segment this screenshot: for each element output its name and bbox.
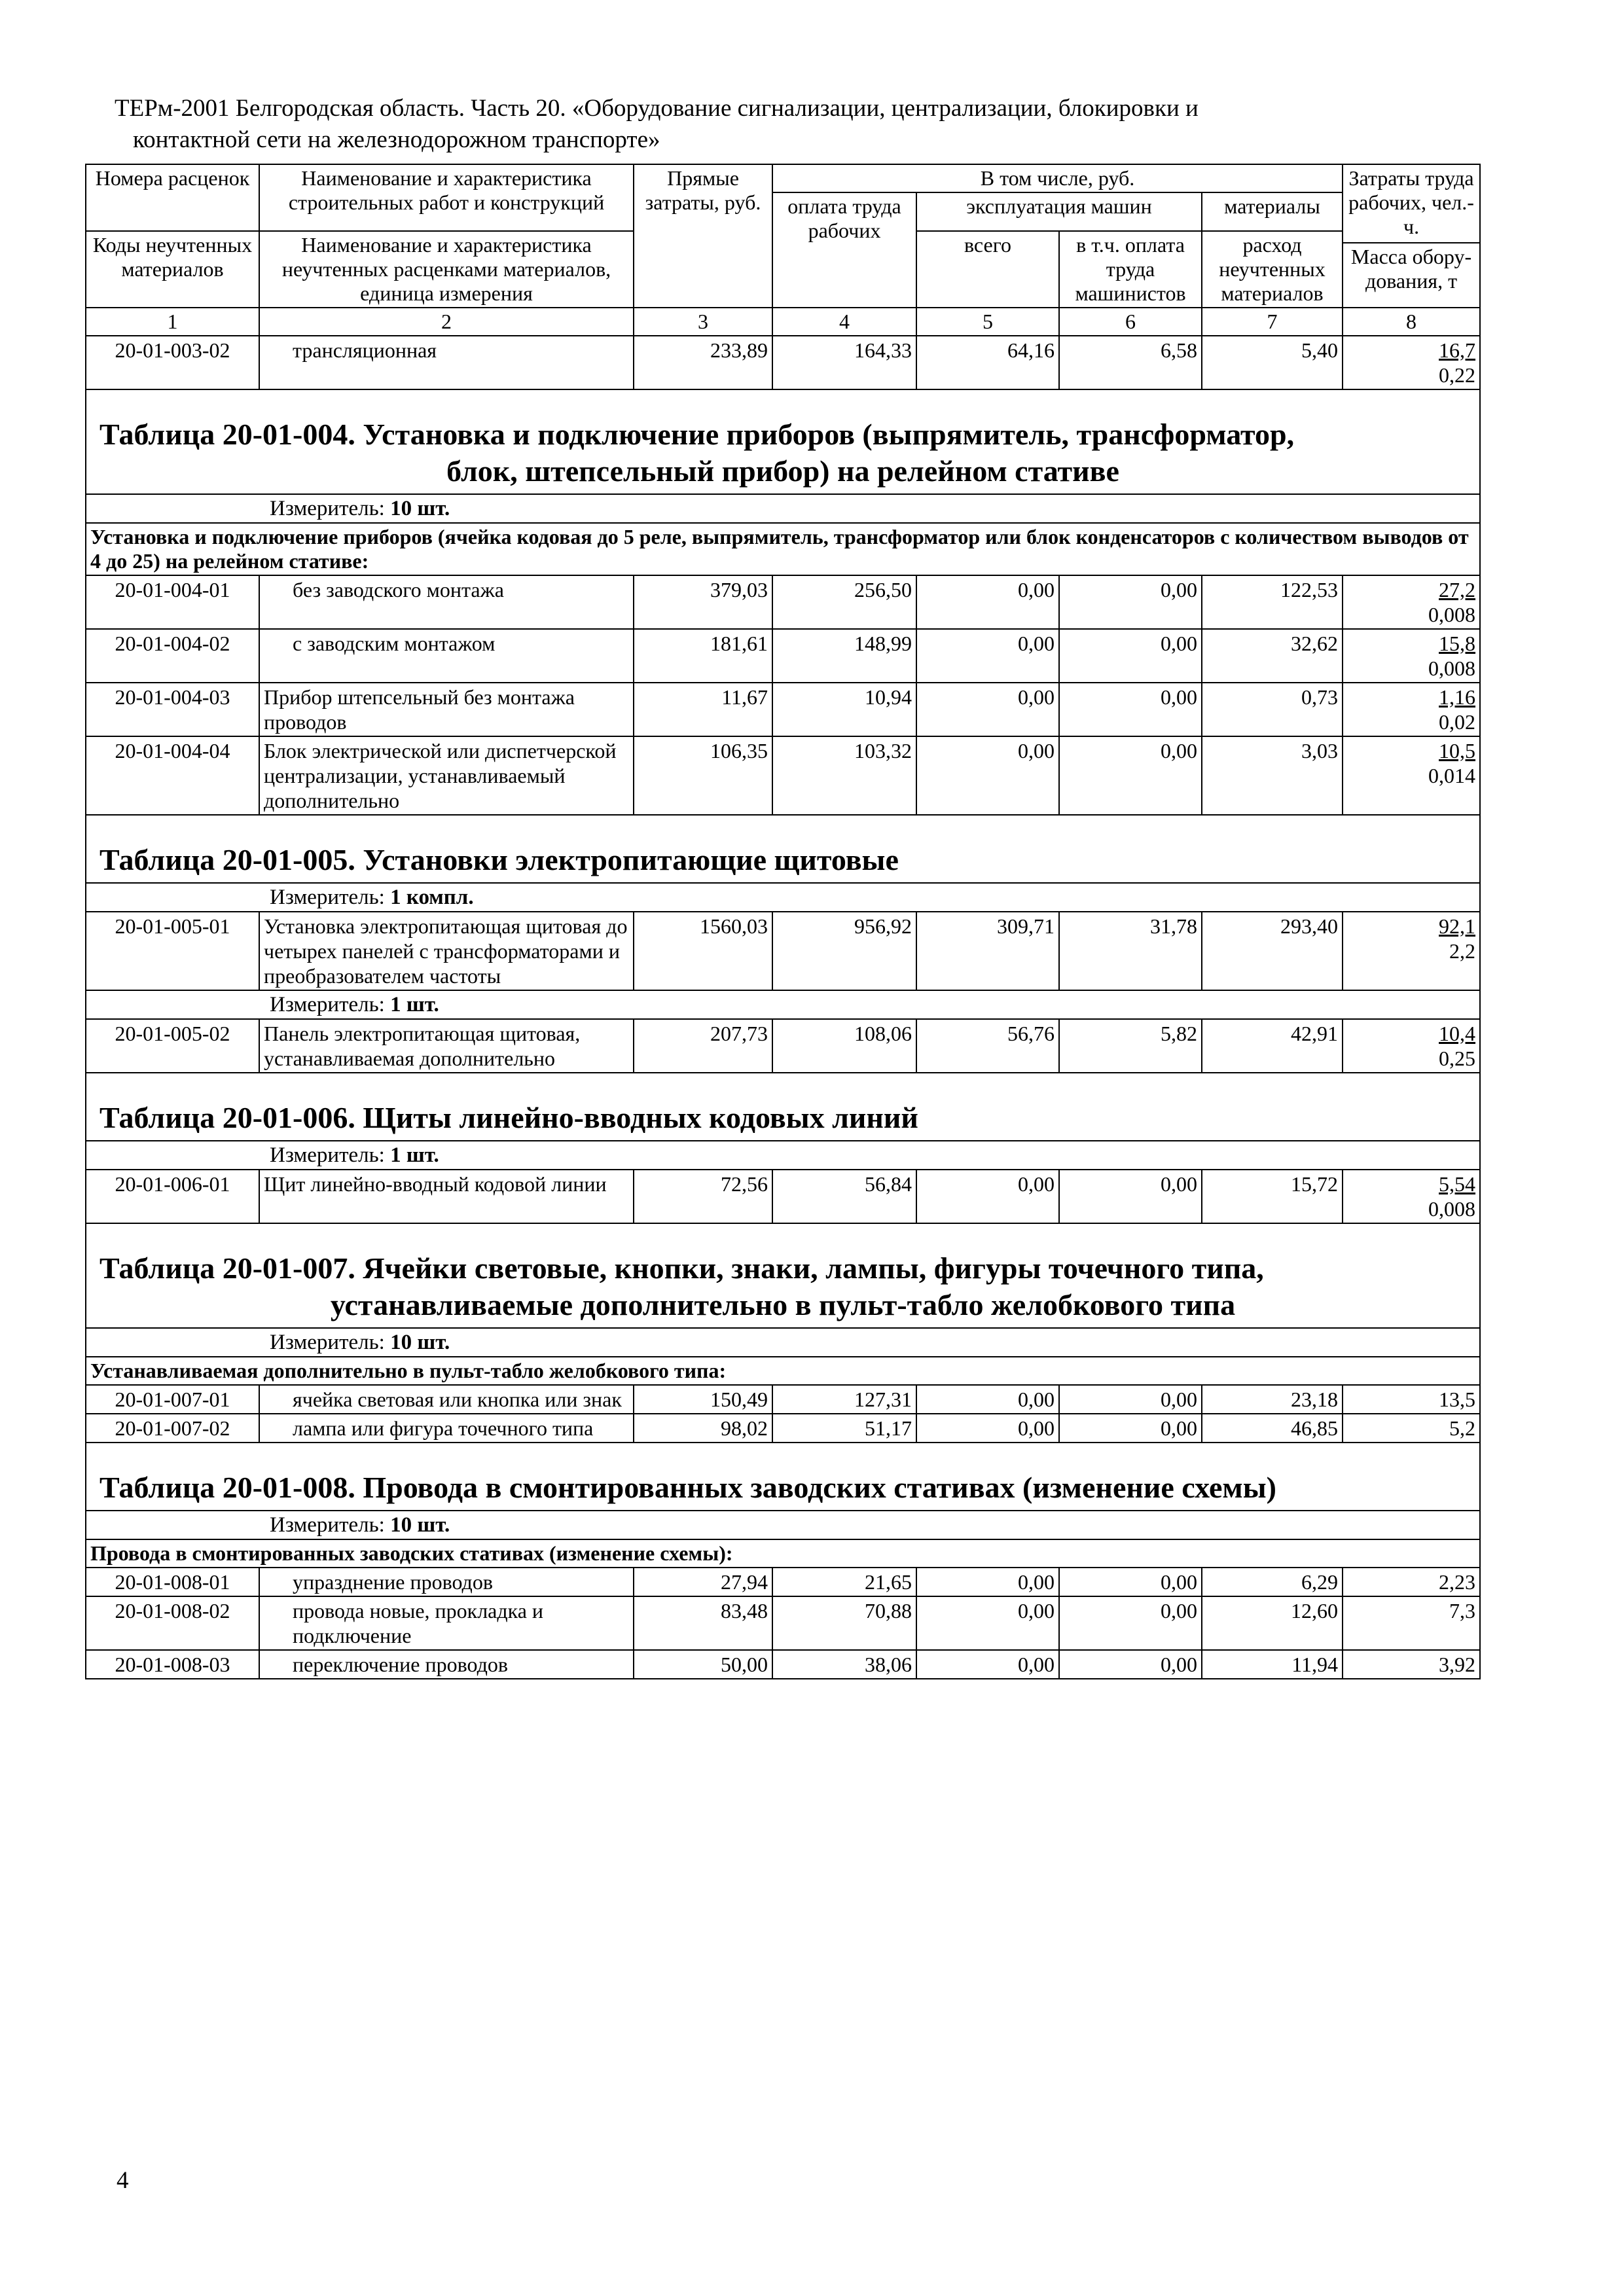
- rate-code: 20-01-005-02: [86, 1019, 259, 1073]
- document-header: [115, 93, 1456, 156]
- section-title: Таблица 20-01-005. Установки электропитающие щитовые: [86, 815, 1480, 883]
- measure-unit: [86, 990, 1480, 1019]
- direct-cost: 233,89: [634, 336, 772, 389]
- subheading-row: [86, 1357, 1480, 1385]
- section-20-01-008: [86, 1443, 1480, 1511]
- rate-name: Панель электропитающая щитовая, устанавливаемая дополнительно: [259, 1019, 634, 1073]
- materials-cost: 293,40: [1202, 912, 1343, 990]
- machines-cost: 0,00: [916, 1385, 1059, 1414]
- wages: 164,33: [772, 336, 916, 389]
- col8-top-header: Затраты труда рабочих, чел.-ч.: [1343, 164, 1480, 243]
- rate-name: провода новые, прокладка и подключение: [259, 1596, 634, 1650]
- direct-cost: 11,67: [634, 683, 772, 736]
- wages: 108,06: [772, 1019, 916, 1073]
- machines-cost: 0,00: [916, 575, 1059, 629]
- machinist-wages: 0,00: [1059, 1170, 1202, 1223]
- labor-hours: 10,5: [1439, 738, 1476, 762]
- section-title: [86, 389, 1480, 494]
- measure-unit: [86, 883, 1480, 912]
- incl-header: В том числе, руб.: [772, 164, 1343, 192]
- table-row: [86, 629, 1480, 683]
- table-row: [86, 336, 1480, 389]
- labor-hours: 1,16: [1439, 685, 1476, 709]
- col-number: 3: [634, 308, 772, 336]
- labor-mass-cell: [1343, 683, 1480, 736]
- machinist-wages: 0,00: [1059, 1414, 1202, 1443]
- section-title-line-1: Таблица 20-01-007. Ячейки световые, кнопки, знаки, лампы, фигуры точечного типа,: [99, 1251, 1264, 1285]
- machinist-wages: 0,00: [1059, 575, 1202, 629]
- rate-name: лампа или фигура точечного типа: [259, 1414, 634, 1443]
- col7-header: расход неучтенных материалов: [1202, 231, 1343, 308]
- materials-cost: 15,72: [1202, 1170, 1343, 1223]
- col-number: 6: [1059, 308, 1202, 336]
- equipment-mass: 0,008: [1428, 656, 1476, 680]
- col-number: 7: [1202, 308, 1343, 336]
- table-row: [86, 1650, 1480, 1679]
- section-20-01-007: [86, 1223, 1480, 1328]
- rate-code: 20-01-004-04: [86, 736, 259, 815]
- machines-cost: 0,00: [916, 629, 1059, 683]
- measure-value: 1 шт.: [390, 992, 439, 1016]
- section-20-01-005: [86, 815, 1480, 883]
- header-line-2: контактной сети на железнодорожном транспорте»: [133, 126, 660, 153]
- equipment-mass: 0,25: [1439, 1046, 1476, 1070]
- measure-label: Измеритель:: [270, 992, 385, 1016]
- section-title: [86, 1223, 1480, 1328]
- measure-row: [86, 883, 1480, 912]
- labor-hours: 13,5: [1343, 1385, 1480, 1414]
- labor-hours: 15,8: [1439, 631, 1476, 655]
- wages: 956,92: [772, 912, 916, 990]
- rate-name: ячейка световая или кнопка или знак: [259, 1385, 634, 1414]
- materials-cost: 32,62: [1202, 629, 1343, 683]
- measure-unit: [86, 1141, 1480, 1170]
- measure-value: 10 шт.: [390, 1513, 450, 1537]
- materials-cost: 0,73: [1202, 683, 1343, 736]
- rate-code: 20-01-007-02: [86, 1414, 259, 1443]
- section-title-line-2: блок, штепсельный прибор) на релейном стативе: [446, 454, 1119, 488]
- labor-hours: 2,23: [1343, 1568, 1480, 1596]
- labor-mass-cell: [1343, 575, 1480, 629]
- labor-mass-cell: [1343, 336, 1480, 389]
- equipment-mass: 0,014: [1428, 763, 1476, 787]
- materials-cost: 46,85: [1202, 1414, 1343, 1443]
- rate-name: переключение проводов: [259, 1650, 634, 1679]
- direct-cost: 27,94: [634, 1568, 772, 1596]
- header-row-1: [86, 164, 1480, 192]
- col-number: 1: [86, 308, 259, 336]
- materials-cost: 6,29: [1202, 1568, 1343, 1596]
- machinist-wages: 0,00: [1059, 1650, 1202, 1679]
- rate-name: Блок электрической или диспетчерской централизации, устанавливаемый дополнительно: [259, 736, 634, 815]
- direct-cost: 98,02: [634, 1414, 772, 1443]
- machinist-wages: 6,58: [1059, 336, 1202, 389]
- col5-header: всего: [916, 231, 1059, 308]
- section-title-line-1: Таблица 20-01-004. Установка и подключение приборов (выпрямитель, трансформатор,: [99, 417, 1295, 451]
- machines-cost: 309,71: [916, 912, 1059, 990]
- labor-hours: 10,4: [1439, 1021, 1476, 1045]
- direct-cost: 379,03: [634, 575, 772, 629]
- subheading-row: [86, 1539, 1480, 1568]
- wages: 148,99: [772, 629, 916, 683]
- wages: 56,84: [772, 1170, 916, 1223]
- direct-cost: 1560,03: [634, 912, 772, 990]
- direct-cost: 181,61: [634, 629, 772, 683]
- rate-code: 20-01-005-01: [86, 912, 259, 990]
- labor-mass-cell: [1343, 1170, 1480, 1223]
- rate-code: 20-01-007-01: [86, 1385, 259, 1414]
- section-20-01-004: [86, 389, 1480, 494]
- rate-name: Прибор штепсельный без монтажа проводов: [259, 683, 634, 736]
- materials-cost: 122,53: [1202, 575, 1343, 629]
- labor-hours: 3,92: [1343, 1650, 1480, 1679]
- materials-cost: 23,18: [1202, 1385, 1343, 1414]
- measure-value: 1 компл.: [390, 885, 474, 909]
- col2-top-header: Наименование и характеристика строительных работ и конструкций: [259, 164, 634, 231]
- column-numbers-row: [86, 308, 1480, 336]
- table-row: [86, 1170, 1480, 1223]
- wages: 10,94: [772, 683, 916, 736]
- measure-row: [86, 494, 1480, 523]
- rate-code: 20-01-006-01: [86, 1170, 259, 1223]
- wages: 127,31: [772, 1385, 916, 1414]
- rate-code: 20-01-004-02: [86, 629, 259, 683]
- section-title-line-2: устанавливаемые дополнительно в пульт-табло желобкового типа: [330, 1287, 1236, 1321]
- subheading: Провода в смонтированных заводских стативах (изменение схемы):: [86, 1539, 1480, 1568]
- table-row: [86, 683, 1480, 736]
- equipment-mass: 0,008: [1428, 602, 1476, 626]
- col-number: 2: [259, 308, 634, 336]
- direct-cost: 207,73: [634, 1019, 772, 1073]
- labor-mass-cell: [1343, 736, 1480, 815]
- machinist-wages: 0,00: [1059, 1568, 1202, 1596]
- machines-cost: 0,00: [916, 1414, 1059, 1443]
- equipment-mass: 0,008: [1428, 1196, 1476, 1221]
- table-row: [86, 1568, 1480, 1596]
- machinist-wages: 5,82: [1059, 1019, 1202, 1073]
- machinist-wages: 0,00: [1059, 1596, 1202, 1650]
- col2-bottom-header: Наименование и характеристика неучтенных расценками материалов, единица измерения: [259, 231, 634, 308]
- rate-name: упразднение проводов: [259, 1568, 634, 1596]
- materials-cost: 3,03: [1202, 736, 1343, 815]
- col3-header: Прямые затраты, руб.: [634, 164, 772, 308]
- rate-name: без заводского монтажа: [259, 575, 634, 629]
- direct-cost: 72,56: [634, 1170, 772, 1223]
- materials-cost: 11,94: [1202, 1650, 1343, 1679]
- machines-cost: 0,00: [916, 736, 1059, 815]
- rate-code: 20-01-008-03: [86, 1650, 259, 1679]
- section-title: Таблица 20-01-008. Провода в смонтированных заводских стативах (изменение схемы): [86, 1443, 1480, 1511]
- header-line-1: ТЕРм-2001 Белгородская область. Часть 20. «Оборудование сигнализации, централизации, блокировки и: [115, 95, 1199, 122]
- machines-cost: 0,00: [916, 1568, 1059, 1596]
- direct-cost: 150,49: [634, 1385, 772, 1414]
- machinist-wages: 31,78: [1059, 912, 1202, 990]
- wages: 256,50: [772, 575, 916, 629]
- col4-header: оплата труда рабочих: [772, 192, 916, 308]
- measure-row: [86, 990, 1480, 1019]
- col-number: 5: [916, 308, 1059, 336]
- machines-cost: 0,00: [916, 683, 1059, 736]
- measure-row: [86, 1141, 1480, 1170]
- measure-label: Измеритель:: [270, 1330, 385, 1354]
- col8-bottom-header: Масса обору-дования, т: [1343, 243, 1480, 307]
- labor-mass-cell: [1343, 912, 1480, 990]
- materials-cost: 42,91: [1202, 1019, 1343, 1073]
- wages: 21,65: [772, 1568, 916, 1596]
- col1-top-header: Номера расценок: [86, 164, 259, 231]
- table-row: [86, 1385, 1480, 1414]
- rate-code: 20-01-003-02: [86, 336, 259, 389]
- machines-cost: 0,00: [916, 1596, 1059, 1650]
- rate-name: трансляционная: [259, 336, 634, 389]
- measure-value: 10 шт.: [390, 496, 450, 520]
- equipment-mass: 0,02: [1439, 709, 1476, 734]
- labor-mass-cell: [1343, 629, 1480, 683]
- subheading: Устанавливаемая дополнительно в пульт-табло желобкового типа:: [86, 1357, 1480, 1385]
- equipment-mass: 2,2: [1449, 939, 1476, 963]
- measure-unit: [86, 1511, 1480, 1539]
- machinist-wages: 0,00: [1059, 736, 1202, 815]
- rate-name: Щит линейно-вводный кодовой линии: [259, 1170, 634, 1223]
- table-row: [86, 1596, 1480, 1650]
- table-row: [86, 575, 1480, 629]
- machines-cost: 64,16: [916, 336, 1059, 389]
- machines-cost: 0,00: [916, 1170, 1059, 1223]
- machines-header: эксплуатация машин: [916, 192, 1202, 231]
- machinist-wages: 0,00: [1059, 1385, 1202, 1414]
- measure-label: Измеритель:: [270, 885, 385, 909]
- table-row: [86, 1414, 1480, 1443]
- materials-header: материалы: [1202, 192, 1343, 231]
- machinist-wages: 0,00: [1059, 683, 1202, 736]
- col6-header: в т.ч. оплата труда машинистов: [1059, 231, 1202, 308]
- equipment-mass: 0,22: [1439, 363, 1476, 387]
- section-title: Таблица 20-01-006. Щиты линейно-вводных кодовых линий: [86, 1073, 1480, 1141]
- machines-cost: 56,76: [916, 1019, 1059, 1073]
- rates-table: [85, 164, 1481, 1679]
- measure-row: [86, 1511, 1480, 1539]
- measure-value: 10 шт.: [390, 1330, 450, 1354]
- measure-label: Измеритель:: [270, 1513, 385, 1537]
- measure-row: [86, 1328, 1480, 1357]
- rate-code: 20-01-004-03: [86, 683, 259, 736]
- table-row: [86, 912, 1480, 990]
- measure-unit: [86, 1328, 1480, 1357]
- measure-label: Измеритель:: [270, 496, 385, 520]
- labor-hours: 27,2: [1439, 577, 1476, 601]
- direct-cost: 83,48: [634, 1596, 772, 1650]
- col1-bottom-header: Коды неучтенных материалов: [86, 231, 259, 308]
- machinist-wages: 0,00: [1059, 629, 1202, 683]
- labor-hours: 5,2: [1343, 1414, 1480, 1443]
- col-number: 4: [772, 308, 916, 336]
- direct-cost: 106,35: [634, 736, 772, 815]
- direct-cost: 50,00: [634, 1650, 772, 1679]
- subheading: Установка и подключение приборов (ячейка кодовая до 5 реле, выпрямитель, трансформатор или блок конденсаторов с количеством выводов от 4 до 25) на релейном стативе:: [86, 523, 1480, 575]
- materials-cost: 12,60: [1202, 1596, 1343, 1650]
- wages: 51,17: [772, 1414, 916, 1443]
- labor-hours: 92,1: [1439, 914, 1476, 938]
- page-number: 4: [117, 2167, 129, 2194]
- rate-name: с заводским монтажом: [259, 629, 634, 683]
- labor-hours: 5,54: [1439, 1172, 1476, 1196]
- labor-hours: 7,3: [1343, 1596, 1480, 1650]
- wages: 38,06: [772, 1650, 916, 1679]
- rate-name: Установка электропитающая щитовая до четырех панелей с трансформаторами и преобразователем частоты: [259, 912, 634, 990]
- measure-value: 1 шт.: [390, 1143, 439, 1167]
- rate-code: 20-01-008-01: [86, 1568, 259, 1596]
- measure-unit: [86, 494, 1480, 523]
- col-number: 8: [1343, 308, 1480, 336]
- table-row: [86, 736, 1480, 815]
- labor-mass-cell: [1343, 1019, 1480, 1073]
- labor-hours: 16,7: [1439, 338, 1476, 362]
- wages: 103,32: [772, 736, 916, 815]
- subheading-row: [86, 523, 1480, 575]
- measure-label: Измеритель:: [270, 1143, 385, 1167]
- wages: 70,88: [772, 1596, 916, 1650]
- rate-code: 20-01-008-02: [86, 1596, 259, 1650]
- table-row: [86, 1019, 1480, 1073]
- machines-cost: 0,00: [916, 1650, 1059, 1679]
- rate-code: 20-01-004-01: [86, 575, 259, 629]
- section-20-01-006: [86, 1073, 1480, 1141]
- materials-cost: 5,40: [1202, 336, 1343, 389]
